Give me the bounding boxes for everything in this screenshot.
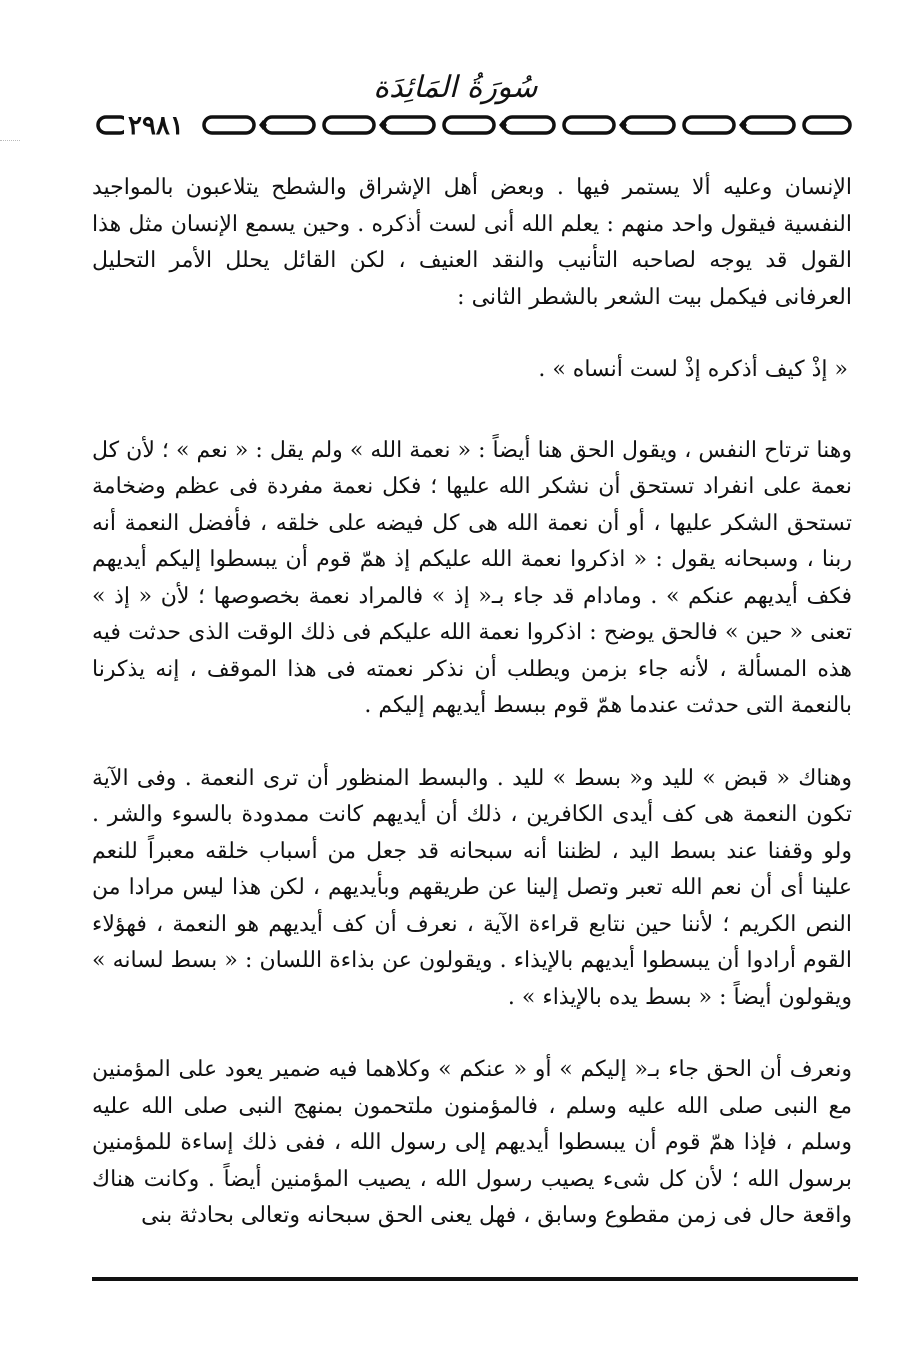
ornamental-header-border <box>92 108 856 144</box>
paragraph-1: الإنسان وعليه ألا يستمر فيها . وبعض أهل الإشراق والشطح يتلاعبون بالمواجيد النفسية فيقول واحد منهم : يعلم الله أنى لست أذكره . وحين يسمع الإنسان مثل هذا القول قد يوجه لصاحبه التأنيب والنقد العنيف ، لكن القائل يحلل الأمر التحليل العرفانى فيكمل بيت الشعر بالشطر الثانى : <box>92 175 852 310</box>
scan-margin-mark <box>0 140 20 149</box>
footer-rule <box>92 1277 858 1281</box>
paragraph-3: وهناك « قبض » لليد و« بسط » لليد . والبسط المنظور أن ترى النعمة . وفى الآية تكون النعمة هى كف أيدى الكافرين ، ذلك أن أيديهم كانت ممدودة بالسوء والشر . ولو وقفنا عند بسط اليد ، لظننا أنه سبحانه قد جعل من أسباب خلقه معبراً للنعم علينا أى أن نعم الله تعبر وتصل إلينا عن طريقهم وبأيديهم ، لكن هذا ليس مرادا من النص الكريم ؛ لأننا حين نتابع قراءة الآية ، نعرف أن كف أيديهم هو النعمة ، فهؤلاء القوم أرادوا أن يبسطوا أيديهم بالإيذاء . ويقولون عن بذاءة اللسان : « بسط لسانه » ويقولون أيضاً : « بسط يده بالإيذاء » . <box>92 765 852 1010</box>
verse-quote: « إذْ كيف أذكره إذْ لست أنساه » . <box>538 357 848 382</box>
surah-title: سُورَةُ المَائِدَة <box>373 70 538 105</box>
page-body <box>92 170 852 1235</box>
paragraph-2: وهنا ترتاح النفس ، ويقول الحق هنا أيضاً : « نعمة الله » ولم يقل : « نعم » ؛ لأن كل نعمة على انفراد تستحق أن نشكر الله عليها ؛ فكل نعمة مفردة فى عظم وضخامة تستحق الشكر عليها ، أو أن نعمة الله هى كل فيضه على خلقه ، فأفضل النعمة أنه ربنا ، وسبحانه يقول : « اذكروا نعمة الله عليكم إذ همّ قوم أن يبسطوا إليكم أيديهم فكف أيديهم عنكم » . ومادام قد جاء بـ« إذ » فالمراد نعمة بخصوصها ؛ لأن « إذ » تعنى « حين » فالحق يوضح : اذكروا نعمة الله عليكم فى ذلك الوقت الذى حدثت فيه هذه المسألة ، لأنه جاء بزمن ويطلب أن نذكر نعمته فى هذا الموقف ، إنه يذكرنا بالنعمة التى حدثت عندما همّ قوم ببسط أيديهم إليكم . <box>92 437 852 718</box>
page-number: ٢٩٨١ <box>124 108 188 144</box>
paragraph-4: ونعرف أن الحق جاء بـ« إليكم » أو « عنكم » وكلاهما فيه ضمير يعود على المؤمنين مع النبى صلى الله عليه وسلم ، فالمؤمنون ملتحمون بمنهج النبى صلى الله عليه وسلم ، فإذا همّ قوم أن يبسطوا أيديهم إلى رسول الله ، ففى ذلك إساءة للمؤمنين برسول الله ؛ لأن كل شىء يصيب رسول الله ، يصيب المؤمنين أيضاً . وكانت هناك واقعة حال فى زمن مقطوع وسابق ، فهل يعنى الحق سبحانه وتعالى بحادثة بنى <box>92 1057 852 1228</box>
